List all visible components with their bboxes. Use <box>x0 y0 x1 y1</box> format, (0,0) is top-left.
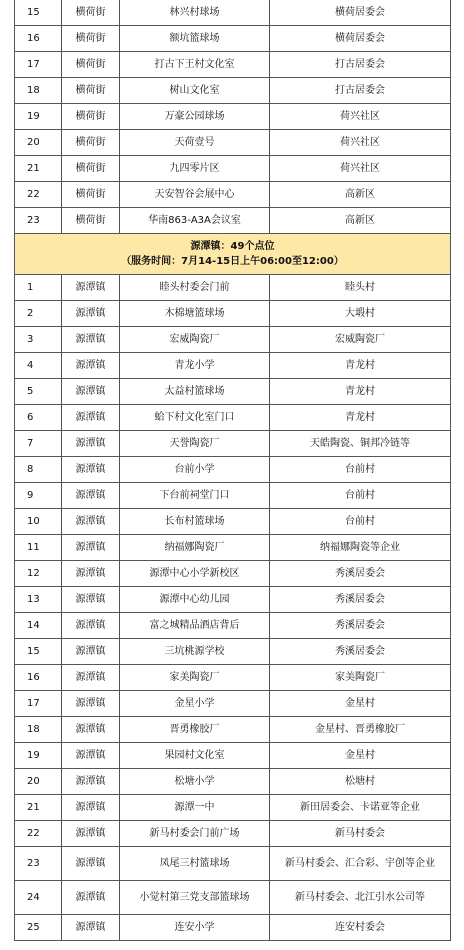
street-cell: 源潭镇 <box>62 587 120 613</box>
street-cell: 源潭镇 <box>62 457 120 483</box>
row-number: 23 <box>15 208 62 234</box>
street-cell: 源潭镇 <box>62 821 120 847</box>
site-cell: 青龙小学 <box>120 353 270 379</box>
row-number: 22 <box>15 182 62 208</box>
site-cell: 台前小学 <box>120 457 270 483</box>
site-cell: 新马村委会门前广场 <box>120 821 270 847</box>
community-cell: 台前村 <box>270 509 451 535</box>
row-number: 7 <box>15 431 62 457</box>
street-cell: 横荷街 <box>62 0 120 26</box>
site-cell: 天誉陶瓷厂 <box>120 431 270 457</box>
community-cell: 高新区 <box>270 182 451 208</box>
row-number: 15 <box>15 0 62 26</box>
community-cell: 金星村、晋勇橡胶厂 <box>270 717 451 743</box>
street-cell: 源潭镇 <box>62 561 120 587</box>
site-cell: 太益村篮球场 <box>120 379 270 405</box>
row-number: 18 <box>15 78 62 104</box>
community-cell: 松塘村 <box>270 769 451 795</box>
community-cell: 金星村 <box>270 691 451 717</box>
table-row <box>15 78 451 104</box>
table-row <box>15 561 451 587</box>
site-cell: 天荷壹号 <box>120 130 270 156</box>
community-cell: 荷兴社区 <box>270 130 451 156</box>
table-row <box>15 0 451 26</box>
row-number: 3 <box>15 327 62 353</box>
street-cell: 横荷街 <box>62 78 120 104</box>
row-number: 20 <box>15 130 62 156</box>
table-row <box>15 691 451 717</box>
site-cell: 果园村文化室 <box>120 743 270 769</box>
table-row <box>15 275 451 301</box>
row-number: 9 <box>15 483 62 509</box>
street-cell: 横荷街 <box>62 208 120 234</box>
site-cell: 晋勇橡胶厂 <box>120 717 270 743</box>
street-cell: 源潭镇 <box>62 301 120 327</box>
street-cell: 源潭镇 <box>62 405 120 431</box>
street-cell: 源潭镇 <box>62 881 120 915</box>
row-number: 4 <box>15 353 62 379</box>
street-cell: 源潭镇 <box>62 717 120 743</box>
site-cell: 九四零片区 <box>120 156 270 182</box>
street-cell: 横荷街 <box>62 26 120 52</box>
site-table <box>14 0 451 941</box>
community-cell: 大塅村 <box>270 301 451 327</box>
site-cell: 连安小学 <box>120 915 270 941</box>
table-row <box>15 156 451 182</box>
table-row <box>15 881 451 915</box>
table-row <box>15 130 451 156</box>
street-cell: 源潭镇 <box>62 769 120 795</box>
community-cell: 天皓陶瓷、铜邦冷链等 <box>270 431 451 457</box>
site-cell: 下台前祠堂门口 <box>120 483 270 509</box>
table-row <box>15 182 451 208</box>
community-cell: 纳福娜陶瓷等企业 <box>270 535 451 561</box>
table-row <box>15 509 451 535</box>
row-number: 17 <box>15 691 62 717</box>
table-row <box>15 379 451 405</box>
site-cell: 宏威陶瓷厂 <box>120 327 270 353</box>
site-cell: 纳福娜陶瓷厂 <box>120 535 270 561</box>
street-cell: 源潭镇 <box>62 639 120 665</box>
row-number: 10 <box>15 509 62 535</box>
street-cell: 横荷街 <box>62 156 120 182</box>
site-cell: 凤尾三村篮球场 <box>120 847 270 881</box>
section-header <box>15 234 451 275</box>
table-row <box>15 353 451 379</box>
community-cell: 横荷居委会 <box>270 0 451 26</box>
table-row <box>15 535 451 561</box>
row-number: 21 <box>15 156 62 182</box>
table-row <box>15 104 451 130</box>
community-cell: 秀溪居委会 <box>270 613 451 639</box>
site-cell: 长布村篮球场 <box>120 509 270 535</box>
table-row <box>15 821 451 847</box>
community-cell: 横荷居委会 <box>270 26 451 52</box>
row-number: 12 <box>15 561 62 587</box>
site-cell: 林兴村球场 <box>120 0 270 26</box>
street-cell: 源潭镇 <box>62 379 120 405</box>
row-number: 16 <box>15 26 62 52</box>
row-number: 18 <box>15 717 62 743</box>
site-cell: 蛤下村文化室门口 <box>120 405 270 431</box>
row-number: 6 <box>15 405 62 431</box>
row-number: 19 <box>15 743 62 769</box>
site-cell: 家美陶瓷厂 <box>120 665 270 691</box>
street-cell: 源潭镇 <box>62 915 120 941</box>
community-cell: 荷兴社区 <box>270 104 451 130</box>
row-number: 15 <box>15 639 62 665</box>
site-cell: 华南863-A3A会议室 <box>120 208 270 234</box>
site-cell: 树山文化室 <box>120 78 270 104</box>
community-cell: 荷兴社区 <box>270 156 451 182</box>
community-cell: 青龙村 <box>270 353 451 379</box>
community-cell: 新马村委会、汇合彩、宇创等企业 <box>270 847 451 881</box>
community-cell: 青龙村 <box>270 405 451 431</box>
table-row <box>15 431 451 457</box>
row-number: 16 <box>15 665 62 691</box>
site-cell: 源潭中心小学新校区 <box>120 561 270 587</box>
table-row <box>15 457 451 483</box>
street-cell: 源潭镇 <box>62 795 120 821</box>
street-cell: 源潭镇 <box>62 509 120 535</box>
row-number: 25 <box>15 915 62 941</box>
community-cell: 睦头村 <box>270 275 451 301</box>
table-row <box>15 208 451 234</box>
community-cell: 高新区 <box>270 208 451 234</box>
community-cell: 打古居委会 <box>270 52 451 78</box>
community-cell: 金星村 <box>270 743 451 769</box>
community-cell: 秀溪居委会 <box>270 639 451 665</box>
community-cell: 连安村委会 <box>270 915 451 941</box>
community-cell: 秀溪居委会 <box>270 561 451 587</box>
row-number: 2 <box>15 301 62 327</box>
table-row <box>15 327 451 353</box>
table-row <box>15 639 451 665</box>
street-cell: 源潭镇 <box>62 691 120 717</box>
site-cell: 额坑篮球场 <box>120 26 270 52</box>
table-row <box>15 26 451 52</box>
street-cell: 源潭镇 <box>62 431 120 457</box>
row-number: 21 <box>15 795 62 821</box>
street-cell: 横荷街 <box>62 130 120 156</box>
community-cell: 打古居委会 <box>270 78 451 104</box>
community-cell: 宏威陶瓷厂 <box>270 327 451 353</box>
site-table-body <box>15 0 451 941</box>
site-cell: 金星小学 <box>120 691 270 717</box>
site-cell: 松塘小学 <box>120 769 270 795</box>
row-number: 1 <box>15 275 62 301</box>
street-cell: 源潭镇 <box>62 847 120 881</box>
street-cell: 源潭镇 <box>62 327 120 353</box>
table-row <box>15 795 451 821</box>
site-cell: 小觉村第三党支部篮球场 <box>120 881 270 915</box>
section-title: 源潭镇：49个点位 <box>190 241 275 252</box>
street-cell: 横荷街 <box>62 182 120 208</box>
community-cell: 台前村 <box>270 457 451 483</box>
table-row <box>15 915 451 941</box>
street-cell: 源潭镇 <box>62 665 120 691</box>
row-number: 17 <box>15 52 62 78</box>
community-cell: 家美陶瓷厂 <box>270 665 451 691</box>
site-cell: 天安智谷会展中心 <box>120 182 270 208</box>
community-cell: 新马村委会 <box>270 821 451 847</box>
street-cell: 源潭镇 <box>62 483 120 509</box>
row-number: 19 <box>15 104 62 130</box>
site-cell: 源潭一中 <box>120 795 270 821</box>
street-cell: 源潭镇 <box>62 353 120 379</box>
row-number: 20 <box>15 769 62 795</box>
section-header-row <box>15 234 451 275</box>
site-cell: 富之城精品酒店背后 <box>120 613 270 639</box>
site-cell: 打古下王村文化室 <box>120 52 270 78</box>
row-number: 24 <box>15 881 62 915</box>
row-number: 11 <box>15 535 62 561</box>
table-row <box>15 483 451 509</box>
street-cell: 源潭镇 <box>62 535 120 561</box>
row-number: 14 <box>15 613 62 639</box>
community-cell: 青龙村 <box>270 379 451 405</box>
street-cell: 横荷街 <box>62 52 120 78</box>
site-cell: 万豪公园球场 <box>120 104 270 130</box>
site-cell: 源潭中心幼儿园 <box>120 587 270 613</box>
table-row <box>15 717 451 743</box>
community-cell: 新马村委会、北江引水公司等 <box>270 881 451 915</box>
table-row <box>15 52 451 78</box>
street-cell: 源潭镇 <box>62 275 120 301</box>
row-number: 13 <box>15 587 62 613</box>
row-number: 8 <box>15 457 62 483</box>
table-row <box>15 847 451 881</box>
site-cell: 木棉塘篮球场 <box>120 301 270 327</box>
table-row <box>15 743 451 769</box>
community-cell: 新田居委会、卡诺亚等企业 <box>270 795 451 821</box>
row-number: 23 <box>15 847 62 881</box>
row-number: 22 <box>15 821 62 847</box>
community-cell: 台前村 <box>270 483 451 509</box>
section-service-time: （服务时间：7月14-15日上午06:00至12:00） <box>121 256 344 267</box>
table-row <box>15 405 451 431</box>
table-row <box>15 665 451 691</box>
site-cell: 睦头村委会门前 <box>120 275 270 301</box>
table-row <box>15 769 451 795</box>
table-row <box>15 587 451 613</box>
street-cell: 源潭镇 <box>62 743 120 769</box>
table-row <box>15 301 451 327</box>
row-number: 5 <box>15 379 62 405</box>
community-cell: 秀溪居委会 <box>270 587 451 613</box>
site-cell: 三坑桃源学校 <box>120 639 270 665</box>
table-row <box>15 613 451 639</box>
street-cell: 横荷街 <box>62 104 120 130</box>
street-cell: 源潭镇 <box>62 613 120 639</box>
